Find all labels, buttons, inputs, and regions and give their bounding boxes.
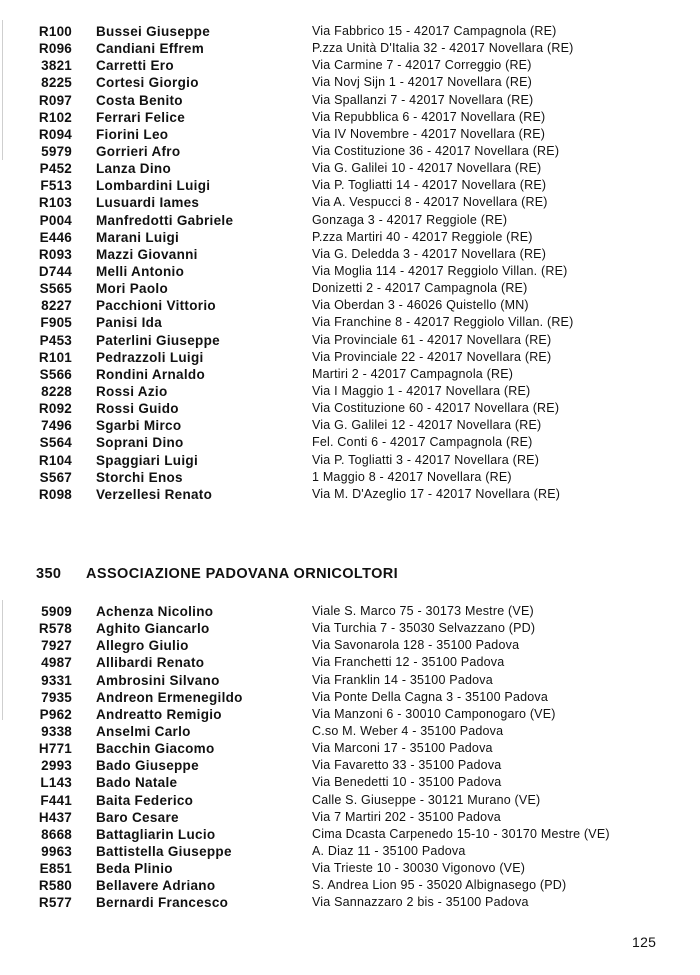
- member-code: F513: [40, 178, 72, 194]
- member-code: R101: [38, 349, 72, 365]
- member-name: Pedrazzoli Luigi: [96, 349, 204, 365]
- member-address: Via P. Togliatti 14 - 42017 Novellara (RE): [312, 178, 547, 193]
- member-row: [0, 41, 700, 58]
- member-row: [0, 810, 700, 827]
- section-heading: [36, 566, 398, 582]
- member-name: Rossi Guido: [96, 401, 179, 417]
- member-code: R580: [38, 878, 72, 894]
- member-code: S567: [39, 469, 72, 485]
- member-address: Via P. Togliatti 3 - 42017 Novellara (RE): [312, 452, 540, 467]
- member-address: Via Savonarola 128 - 35100 Padova: [312, 638, 520, 653]
- member-row: [0, 470, 700, 487]
- member-name: Paterlini Giuseppe: [96, 332, 220, 348]
- member-name: Soprani Dino: [96, 435, 184, 451]
- member-name: Allegro Giulio: [96, 638, 189, 654]
- member-code: R578: [38, 621, 72, 637]
- member-name: Achenza Nicolino: [96, 604, 214, 619]
- member-address: Martiri 2 - 42017 Campagnola (RE): [312, 366, 514, 381]
- member-code: 9331: [41, 672, 72, 688]
- member-address: Via Benedetti 10 - 35100 Padova: [312, 775, 502, 790]
- member-row: [0, 861, 700, 878]
- member-code: L143: [40, 775, 72, 791]
- member-row: [0, 350, 700, 367]
- member-code: H771: [38, 741, 72, 757]
- member-address: Via G. Galilei 12 - 42017 Novellara (RE): [312, 418, 542, 433]
- member-name: Bacchin Giacomo: [96, 741, 215, 757]
- member-row: [0, 264, 700, 281]
- member-row: [0, 775, 700, 792]
- member-name: Battagliarin Lucio: [96, 826, 216, 842]
- member-address: C.so M. Weber 4 - 35100 Padova: [312, 723, 504, 738]
- member-code: 5979: [41, 143, 72, 159]
- member-address: Via IV Novembre - 42017 Novellara (RE): [312, 126, 546, 141]
- member-row: [0, 487, 700, 504]
- member-name: Bernardi Francesco: [96, 895, 229, 911]
- member-name: Spaggiari Luigi: [96, 452, 199, 468]
- member-row: [0, 707, 700, 724]
- member-name: Lombardini Luigi: [96, 178, 211, 194]
- member-row: [0, 93, 700, 110]
- member-code: R100: [38, 24, 72, 39]
- member-code: 3821: [41, 58, 72, 74]
- member-address: A. Diaz 11 - 35100 Padova: [312, 843, 466, 858]
- member-row: [0, 604, 700, 621]
- member-row: [0, 844, 700, 861]
- member-address: Via Turchia 7 - 35030 Selvazzano (PD): [312, 621, 536, 636]
- member-row: [0, 435, 700, 452]
- member-code: R102: [38, 109, 72, 125]
- member-row: [0, 161, 700, 178]
- member-row: [0, 638, 700, 655]
- member-address: Via G. Galilei 10 - 42017 Novellara (RE): [312, 161, 542, 176]
- member-code: H437: [38, 809, 72, 825]
- member-row: [0, 690, 700, 707]
- member-row: [0, 110, 700, 127]
- member-row: [0, 878, 700, 895]
- member-name: Andreatto Remigio: [96, 706, 222, 722]
- member-row: [0, 333, 700, 350]
- member-row: [0, 58, 700, 75]
- member-name: Pacchioni Vittorio: [96, 298, 216, 314]
- member-row: [0, 315, 700, 332]
- member-address: Via Repubblica 6 - 42017 Novellara (RE): [312, 109, 546, 124]
- member-code: E446: [39, 229, 72, 245]
- member-code: P962: [39, 706, 72, 722]
- member-code: P004: [39, 212, 72, 228]
- member-name: Baita Federico: [96, 792, 194, 808]
- member-code: F441: [40, 792, 72, 808]
- member-address: Via Sannazzaro 2 bis - 35100 Padova: [312, 895, 529, 910]
- member-row: [0, 213, 700, 230]
- member-name: Rondini Arnaldo: [96, 366, 205, 382]
- member-row: [0, 384, 700, 401]
- member-name: Anselmi Carlo: [96, 723, 191, 739]
- member-code: R577: [38, 895, 72, 911]
- member-row: [0, 621, 700, 638]
- member-code: R104: [38, 452, 72, 468]
- member-code: 9963: [41, 843, 72, 859]
- member-address: Via Oberdan 3 - 46026 Quistello (MN): [312, 298, 529, 313]
- member-code: 5909: [41, 604, 72, 619]
- member-row: [0, 758, 700, 775]
- member-name: Battistella Giuseppe: [96, 843, 232, 859]
- section-number: 350: [36, 566, 62, 582]
- member-code: R096: [38, 41, 72, 57]
- member-code: P453: [39, 332, 72, 348]
- member-name: Rossi Azio: [96, 383, 168, 399]
- member-row: [0, 418, 700, 435]
- member-address: Donizetti 2 - 42017 Campagnola (RE): [312, 281, 528, 296]
- member-name: Cortesi Giorgio: [96, 75, 199, 91]
- member-name: Bado Natale: [96, 775, 178, 791]
- member-row: [0, 827, 700, 844]
- member-code: F905: [40, 315, 72, 331]
- member-address: Via Costituzione 36 - 42017 Novellara (RE): [312, 143, 560, 158]
- member-row: [0, 230, 700, 247]
- member-code: R103: [38, 195, 72, 211]
- member-name: Bellavere Adriano: [96, 878, 216, 894]
- member-name: Fiorini Leo: [96, 126, 169, 142]
- member-address: 1 Maggio 8 - 42017 Novellara (RE): [312, 469, 512, 484]
- member-address: Via Carmine 7 - 42017 Correggio (RE): [312, 58, 532, 73]
- member-address: Via A. Vespucci 8 - 42017 Novellara (RE): [312, 195, 548, 210]
- member-code: D744: [38, 263, 72, 279]
- member-address: Via Marconi 17 - 35100 Padova: [312, 741, 493, 756]
- member-address: Cima Dcasta Carpenedo 15-10 - 30170 Mestre (VE): [312, 826, 610, 841]
- member-list-continued: [0, 24, 700, 504]
- member-code: P452: [39, 161, 72, 177]
- member-name: Storchi Enos: [96, 469, 183, 485]
- member-row: [0, 75, 700, 92]
- member-code: E851: [39, 861, 72, 877]
- member-code: 7935: [41, 689, 72, 705]
- member-address: Via M. D'Azeglio 17 - 42017 Novellara (RE): [312, 486, 561, 501]
- member-row: [0, 247, 700, 264]
- member-code: S565: [39, 281, 72, 297]
- member-row: [0, 673, 700, 690]
- member-row: [0, 741, 700, 758]
- member-address: Via Spallanzi 7 - 42017 Novellara (RE): [312, 92, 534, 107]
- member-name: Panisi Ida: [96, 315, 163, 331]
- member-code: 9338: [41, 723, 72, 739]
- member-address: Via Franchine 8 - 42017 Reggiolo Villan. (RE): [312, 315, 574, 330]
- member-name: Bado Giuseppe: [96, 758, 199, 774]
- member-name: Gorrieri Afro: [96, 143, 181, 159]
- member-row: [0, 453, 700, 470]
- member-name: Carretti Ero: [96, 58, 174, 74]
- member-name: Mazzi Giovanni: [96, 246, 198, 262]
- member-address: Via I Maggio 1 - 42017 Novellara (RE): [312, 383, 531, 398]
- member-name: Sgarbi Mirco: [96, 418, 182, 434]
- member-code: 7496: [41, 418, 72, 434]
- member-code: R098: [38, 486, 72, 502]
- member-code: R092: [38, 401, 72, 417]
- member-address: Via Provinciale 22 - 42017 Novellara (RE): [312, 349, 552, 364]
- member-code: 2993: [41, 758, 72, 774]
- member-address: Via Franchetti 12 - 35100 Padova: [312, 655, 505, 670]
- member-code: 7927: [41, 638, 72, 654]
- member-address: P.zza Unità D'Italia 32 - 42017 Novellara (RE): [312, 41, 574, 56]
- member-address: P.zza Martiri 40 - 42017 Reggiole (RE): [312, 229, 533, 244]
- member-row: [0, 127, 700, 144]
- member-row: [0, 24, 700, 41]
- member-name: Manfredotti Gabriele: [96, 212, 234, 228]
- member-address: Via Provinciale 61 - 42017 Novellara (RE): [312, 332, 552, 347]
- member-address: Via Manzoni 6 - 30010 Camponogaro (VE): [312, 706, 556, 721]
- member-row: [0, 367, 700, 384]
- member-row: [0, 195, 700, 212]
- member-code: 8225: [41, 75, 72, 91]
- member-address: S. Andrea Lion 95 - 35020 Albignasego (PD): [312, 878, 567, 893]
- member-code: S566: [39, 366, 72, 382]
- member-code: R097: [38, 92, 72, 108]
- member-address: Via Franklin 14 - 35100 Padova: [312, 672, 493, 687]
- member-row: [0, 144, 700, 161]
- member-name: Ambrosini Silvano: [96, 672, 220, 688]
- member-list-padovana: [0, 604, 700, 913]
- member-code: R094: [38, 126, 72, 142]
- member-name: Marani Luigi: [96, 229, 180, 245]
- member-row: [0, 281, 700, 298]
- member-name: Bussei Giuseppe: [96, 24, 211, 39]
- member-code: 4987: [41, 655, 72, 671]
- member-address: Via G. Deledda 3 - 42017 Novellara (RE): [312, 246, 547, 261]
- member-row: [0, 298, 700, 315]
- member-address: Via Ponte Della Cagna 3 - 35100 Padova: [312, 689, 549, 704]
- member-address: Via Costituzione 60 - 42017 Novellara (RE): [312, 401, 560, 416]
- member-name: Costa Benito: [96, 92, 183, 108]
- member-name: Lusuardi Iames: [96, 195, 200, 211]
- member-name: Beda Plinio: [96, 861, 173, 877]
- member-address: Via Favaretto 33 - 35100 Padova: [312, 758, 502, 773]
- member-address: Viale S. Marco 75 - 30173 Mestre (VE): [312, 604, 534, 618]
- member-row: [0, 895, 700, 912]
- member-name: Melli Antonio: [96, 263, 185, 279]
- member-code: 8227: [41, 298, 72, 314]
- member-address: Via 7 Martiri 202 - 35100 Padova: [312, 809, 501, 824]
- member-code: S564: [39, 435, 72, 451]
- member-name: Ferrari Felice: [96, 109, 185, 125]
- section-title: ASSOCIAZIONE PADOVANA ORNICOLTORI: [86, 566, 399, 582]
- member-address: Gonzaga 3 - 42017 Reggiole (RE): [312, 212, 508, 227]
- member-row: [0, 178, 700, 195]
- member-name: Mori Paolo: [96, 281, 169, 297]
- member-address: Calle S. Giuseppe - 30121 Murano (VE): [312, 792, 541, 807]
- member-name: Candiani Effrem: [96, 41, 205, 57]
- member-name: Allibardi Renato: [96, 655, 205, 671]
- member-code: R093: [38, 246, 72, 262]
- member-name: Verzellesi Renato: [96, 486, 213, 502]
- member-address: Fel. Conti 6 - 42017 Campagnola (RE): [312, 435, 533, 450]
- member-code: 8668: [41, 826, 72, 842]
- member-name: Lanza Dino: [96, 161, 172, 177]
- member-row: [0, 724, 700, 741]
- page-number: 125: [632, 934, 657, 950]
- member-row: [0, 793, 700, 810]
- member-row: [0, 655, 700, 672]
- member-name: Aghito Giancarlo: [96, 621, 210, 637]
- member-row: [0, 401, 700, 418]
- member-address: Via Fabbrico 15 - 42017 Campagnola (RE): [312, 24, 557, 38]
- member-name: Baro Cesare: [96, 809, 179, 825]
- member-address: Via Trieste 10 - 30030 Vigonovo (VE): [312, 861, 526, 876]
- member-code: 8228: [41, 383, 72, 399]
- member-address: Via Moglia 114 - 42017 Reggiolo Villan. (RE): [312, 263, 568, 278]
- member-name: Andreon Ermenegildo: [96, 689, 243, 705]
- member-address: Via Novj Sijn 1 - 42017 Novellara (RE): [312, 75, 532, 90]
